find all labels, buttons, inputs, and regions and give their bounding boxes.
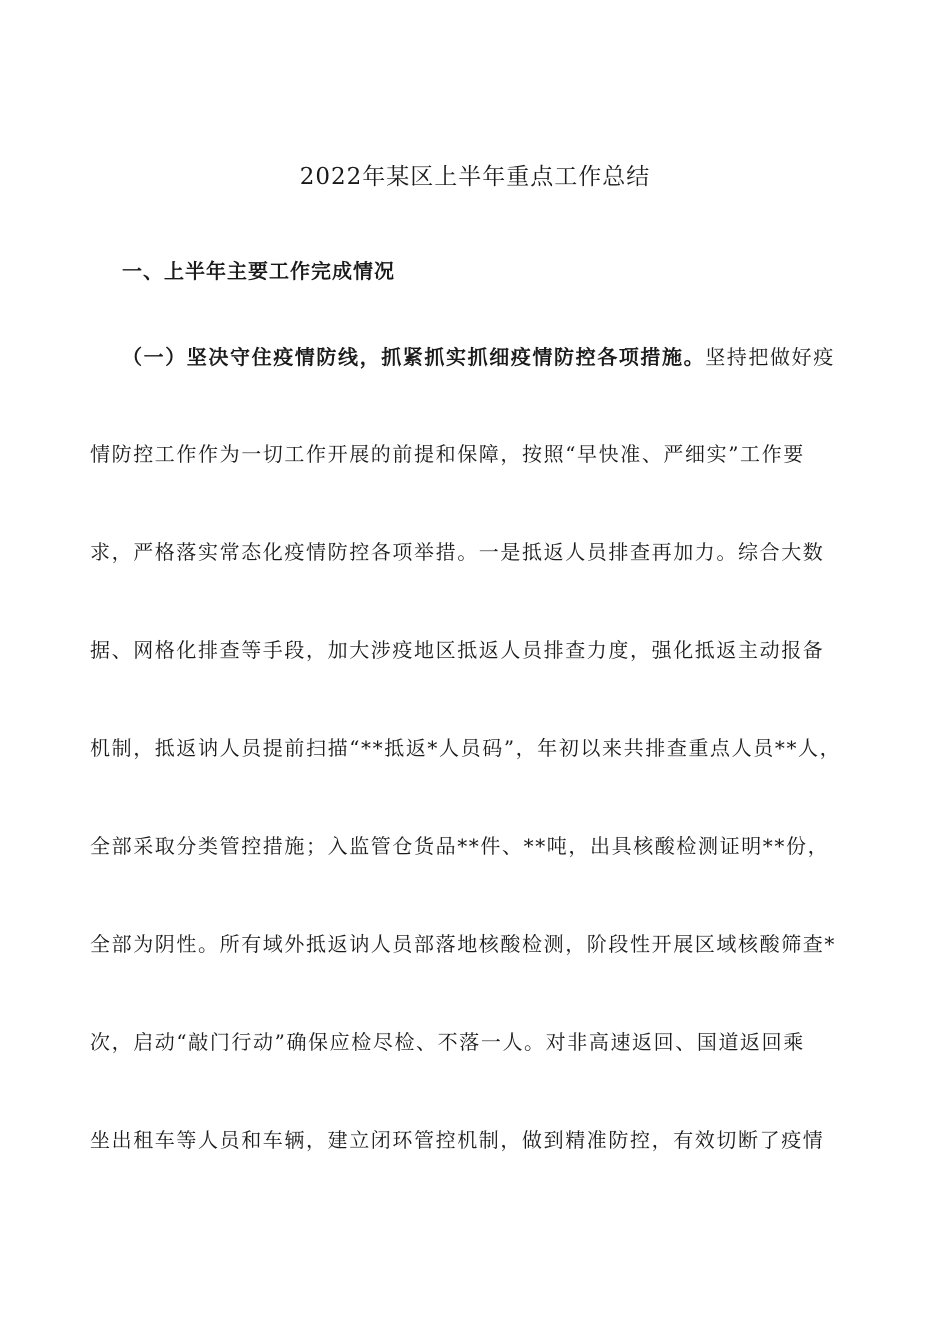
paragraph-line: 求，严格落实常态化疫情防控各项举措。一是抵返人员排查再加力。综合大数 [90,540,825,564]
paragraph-line: 情防控工作作为一切工作开展的前提和保障，按照“早快准、严细实”工作要 [90,442,805,466]
paragraph-line: 次，启动“敲门行动”确保应检尽检、不落一人。对非高速返回、国道返回乘 [90,1030,805,1054]
paragraph-line [122,343,863,371]
paragraph-line-rest: 坚持把做好疫 [705,345,835,369]
section-heading: 一、上半年主要工作完成情况 [122,259,395,283]
paragraph-line: 机制，抵返讷人员提前扫描“**抵返*人员码”，年初以来共排查重点人员**人， [90,736,842,760]
paragraph-line: 坐出租车等人员和车辆，建立闭环管控机制，做到精准防控，有效切断了疫情 [90,1128,825,1152]
paragraph-line: 全部为阴性。所有域外抵返讷人员部落地核酸检测，阶段性开展区域核酸筛查* [90,932,836,956]
paragraph-lead: （一）坚决守住疫情防线，抓紧抓实抓细疫情防控各项措施。 [122,345,706,369]
paragraph-line: 全部采取分类管控措施；入监管仓货品**件、**吨，出具核酸检测证明**份， [90,834,830,858]
document-title: 2022年某区上半年重点工作总结 [299,164,651,190]
paragraph-line: 据、网格化排查等手段，加大涉疫地区抵返人员排查力度，强化抵返主动报备 [90,638,825,662]
